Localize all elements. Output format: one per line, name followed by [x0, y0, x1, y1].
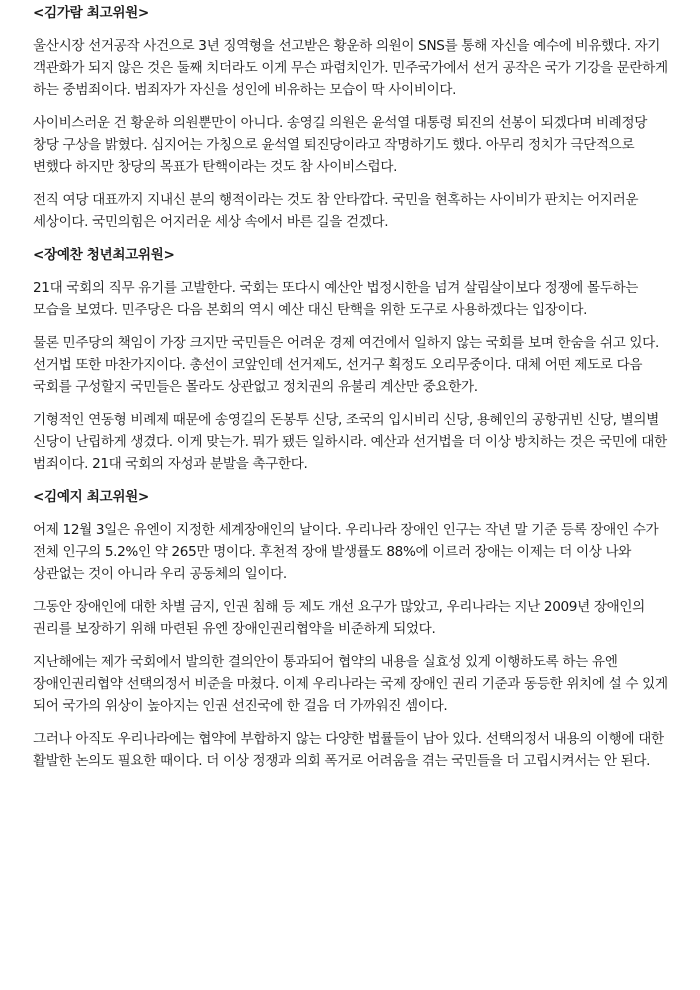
paragraph: 그동안 장애인에 대한 차별 금지, 인권 침해 등 제도 개선 요구가 많았고, 우리나라는 지난 2009년 장애인의 권리를 보장하기 위해 마련된 유엔 장애인권리협약을 비준하게 되었다.: [33, 599, 645, 637]
paragraph: 물론 민주당의 책임이 가장 크지만 국민들은 어려운 경제 여건에서 일하지 않는 국회를 보며 한숨을 쉬고 있다. 선거법 또한 마찬가지이다. 총선이 코앞인데 선거제도, 선거구 획정도 오리무중이다. 대체 어떤 제도로 다음 국회를 구성할지 국민들은 몰라도 상관없고 정치권의 유불리 계산만 중요한가.: [33, 335, 659, 395]
paragraph: 사이비스러운 건 황운하 의원뿐만이 아니다. 송영길 의원은 윤석열 대통령 퇴진의 선봉이 되겠다며 비례정당 창당 구상을 밝혔다. 심지어는 가칭으로 윤석열 퇴진당이라고 작명하기도 했다. 아무리 정치가 극단적으로 변했다 하지만 창당의 목표가 탄핵이라는 것도 참 사이비스럽다.: [33, 115, 648, 175]
section-jang-yechan: [33, 244, 674, 475]
section-heading: <김예지 최고위원>: [33, 489, 149, 505]
paragraph: 21대 국회의 직무 유기를 고발한다. 국회는 또다시 예산안 법정시한을 넘겨 살림살이보다 정쟁에 몰두하는 모습을 보였다. 민주당은 다음 본회의 역시 예산 대신 탄핵을 위한 도구로 사용하겠다는 입장이다.: [33, 280, 639, 318]
section-kim-yeji: [33, 486, 674, 772]
paragraph: 전직 여당 대표까지 지내신 분의 행적이라는 것도 참 안타깝다. 국민을 현혹하는 사이비가 판치는 어지러운 세상이다. 국민의힘은 어지러운 세상 속에서 바른 길을 걷겠다.: [33, 192, 639, 230]
paragraph: 어제 12월 3일은 유엔이 지정한 세계장애인의 날이다. 우리나라 장애인 인구는 작년 말 기준 등록 장애인 수가 전체 인구의 5.2%인 약 265만 명이다. 후천적 장애 발생률도 88%에 이르러 장애는 이제는 더 이상 나와 상관없는 것이 아니라 우리 공동체의 일이다.: [33, 522, 659, 582]
section-kim-garam: [33, 2, 674, 233]
paragraph: 울산시장 선거공작 사건으로 3년 징역형을 선고받은 황운하 의원이 SNS를 통해 자신을 예수에 비유했다. 자기 객관화가 되지 않은 것은 둘째 치더라도 이게 무슨 파렴치인가. 민주국가에서 선거 공작은 국가 기강을 문란하게 하는 중범죄이다. 범죄자가 자신을 성인에 비유하는 모습이 딱 사이비이다.: [33, 38, 668, 98]
paragraph: 지난해에는 제가 국회에서 발의한 결의안이 통과되어 협약의 내용을 실효성 있게 이행하도록 하는 유엔 장애인권리협약 선택의정서 비준을 마쳤다. 이제 우리나라는 국제 장애인 권리 기준과 동등한 위치에 설 수 있게 되어 국가의 위상이 높아지는 인권 선진국에 한 걸음 더 가까워진 셈이다.: [33, 654, 668, 714]
section-heading: <김가람 최고위원>: [33, 5, 149, 21]
paragraph: 그러나 아직도 우리나라에는 협약에 부합하지 않는 다양한 법률들이 남아 있다. 선택의정서 내용의 이행에 대한 활발한 논의도 필요한 때이다. 더 이상 정쟁과 의회 폭거로 어려움을 겪는 국민들을 더 고립시켜서는 안 된다.: [33, 731, 664, 769]
section-heading: <장예찬 청년최고위원>: [33, 247, 175, 263]
paragraph: 기형적인 연동형 비례제 때문에 송영길의 돈봉투 신당, 조국의 입시비리 신당, 용혜인의 공항귀빈 신당, 별의별 신당이 난립하게 생겼다. 이게 맞는가. 뭐가 됐든 일하시라. 예산과 선거법을 더 이상 방치하는 것은 국민에 대한 범죄이다. 21대 국회의 자성과 분발을 촉구한다.: [33, 412, 667, 472]
